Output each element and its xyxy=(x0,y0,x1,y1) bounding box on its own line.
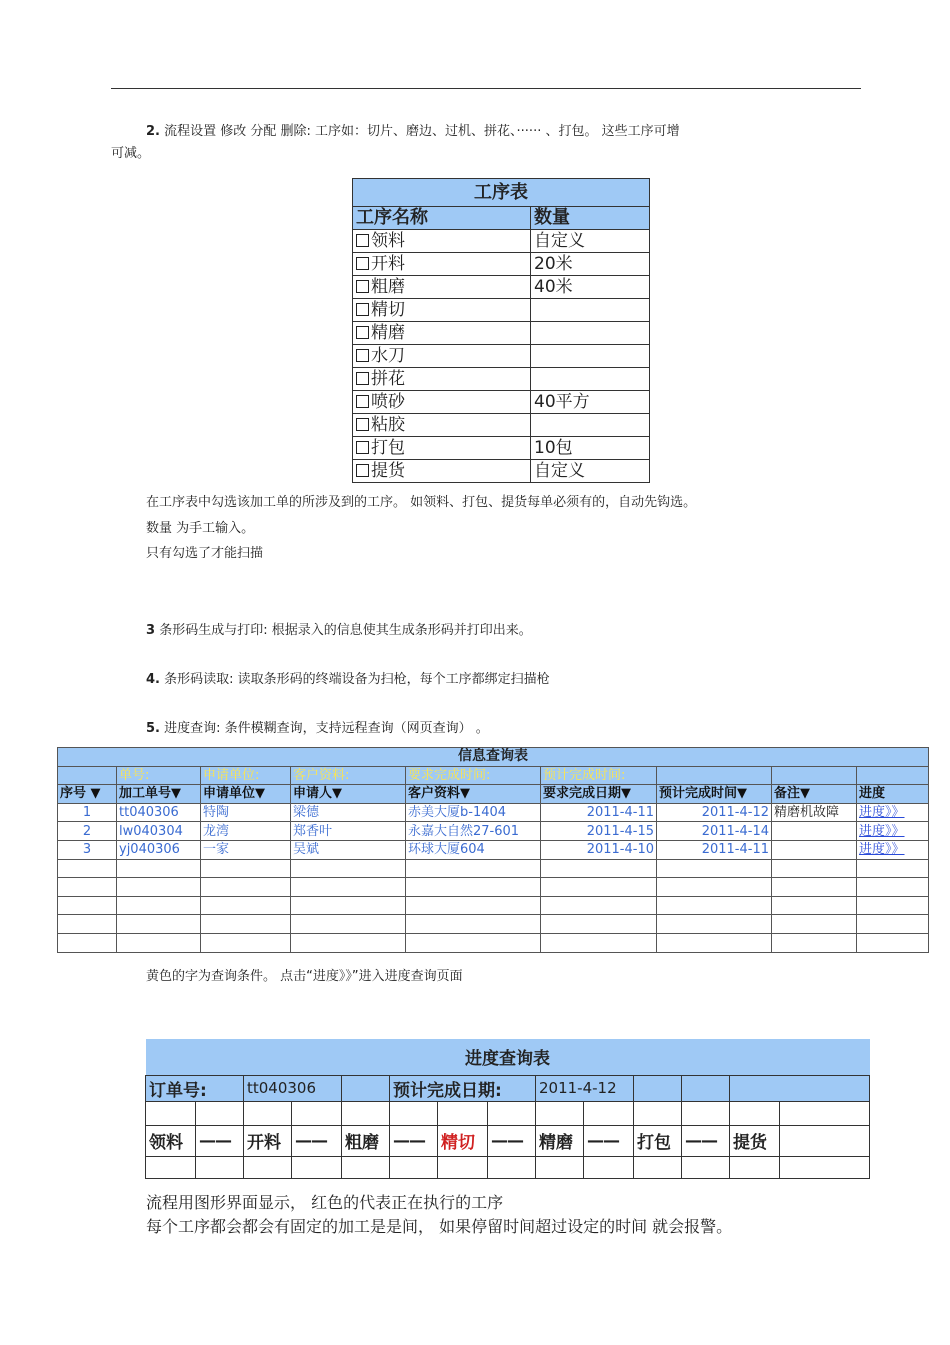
note-yellow-conditions: 黄色的字为查询条件。 点击“进度》》”进入进度查询页面 xyxy=(146,969,463,984)
table-row xyxy=(58,915,929,934)
process-checkbox[interactable] xyxy=(356,280,369,293)
step-connector: —— xyxy=(488,1125,536,1156)
cell-order-no: tt040306 xyxy=(117,803,201,822)
progress-query-table xyxy=(145,1039,870,1179)
cell-row-index: 2 xyxy=(58,822,117,841)
cell-progress-link[interactable]: 进度》》 xyxy=(857,840,929,859)
section4-text: 4. 条形码读取: 读取条形码的终端设备为扫枪，每个工序都绑定扫描枪 xyxy=(146,672,550,687)
col-header-estimated-time[interactable]: 预计完成时间▼ xyxy=(657,785,772,804)
cell-client: 环球大厦604 xyxy=(406,840,541,859)
process-row xyxy=(353,345,650,368)
process-table xyxy=(352,178,650,483)
cell-row-index: 3 xyxy=(58,840,117,859)
process-row xyxy=(353,391,650,414)
process-checkbox[interactable] xyxy=(356,395,369,408)
cell-progress-link[interactable]: 进度》》 xyxy=(857,803,929,822)
col-header-unit[interactable]: 申请单位▼ xyxy=(201,785,291,804)
note-scan-only-checked: 只有勾选了才能扫描 xyxy=(146,546,264,561)
order-no-label: 订单号: xyxy=(146,1075,244,1101)
step-2: 开料 xyxy=(244,1125,292,1156)
step-6: 打包 xyxy=(634,1125,682,1156)
process-quantity[interactable]: 20米 xyxy=(531,253,650,276)
cell-note xyxy=(772,822,857,841)
process-name: 开料 xyxy=(371,254,405,274)
process-quantity[interactable] xyxy=(531,299,650,322)
note-alarm: 每个工序都会都会有固定的加工是是间， 如果停留时间超过设定的时间 就会报警。 xyxy=(146,1217,733,1236)
cell-applicant: 郑香叶 xyxy=(291,822,406,841)
col-header-note[interactable]: 备注▼ xyxy=(772,785,857,804)
process-name: 喷砂 xyxy=(371,392,405,412)
condition-unit[interactable]: 申请单位: xyxy=(201,766,291,785)
col-header-client[interactable]: 客户资料▼ xyxy=(406,785,541,804)
table-row xyxy=(58,803,929,822)
col-header-applicant[interactable]: 申请人▼ xyxy=(291,785,406,804)
step-connector: —— xyxy=(584,1125,634,1156)
step-7: 提货 xyxy=(730,1125,780,1156)
section2-line2: 可减。 xyxy=(111,146,151,161)
cell-applicant: 梁德 xyxy=(291,803,406,822)
note-quantity-manual: 数量 为手工输入。 xyxy=(146,521,255,536)
condition-required-time[interactable]: 要求完成时间: xyxy=(406,766,541,785)
process-checkbox[interactable] xyxy=(356,464,369,477)
info-query-table xyxy=(57,747,929,953)
process-row xyxy=(353,253,650,276)
col-header-quantity: 数量 xyxy=(531,207,650,230)
progress-table-title: 进度查询表 xyxy=(146,1039,870,1075)
section3-text: 3 条形码生成与打印: 根据录入的信息使其生成条形码并打印出来。 xyxy=(146,623,532,638)
cell-estimated-time: 2011-4-11 xyxy=(657,840,772,859)
process-checkbox[interactable] xyxy=(356,326,369,339)
order-no-value: tt040306 xyxy=(244,1075,342,1101)
process-quantity[interactable]: 40米 xyxy=(531,276,650,299)
process-row xyxy=(353,230,650,253)
col-header-index[interactable]: 序号 ▼ xyxy=(58,785,117,804)
cell-order-no: yj040306 xyxy=(117,840,201,859)
process-name: 精切 xyxy=(371,300,405,320)
step-4: 精切 xyxy=(438,1125,488,1156)
condition-estimated-time[interactable]: 预计完成时间: xyxy=(541,766,657,785)
process-quantity[interactable]: 40平方 xyxy=(531,391,650,414)
condition-order-no[interactable]: 单号: xyxy=(117,766,201,785)
process-row xyxy=(353,437,650,460)
top-rule xyxy=(111,88,861,89)
col-header-progress: 进度 xyxy=(857,785,929,804)
process-checkbox[interactable] xyxy=(356,349,369,362)
est-date-value: 2011-4-12 xyxy=(536,1075,634,1101)
table-row xyxy=(58,896,929,915)
info-table-title: 信息查询表 xyxy=(58,748,929,767)
cell-client: 永嘉大自然27-601 xyxy=(406,822,541,841)
cell-unit: 龙湾 xyxy=(201,822,291,841)
process-quantity[interactable] xyxy=(531,345,650,368)
cell-row-index: 1 xyxy=(58,803,117,822)
process-row xyxy=(353,368,650,391)
table-row xyxy=(58,822,929,841)
step-connector: —— xyxy=(196,1125,244,1156)
note-graphical-flow: 流程用图形界面显示， 红色的代表正在执行的工序 xyxy=(146,1193,504,1212)
process-name: 领料 xyxy=(371,231,405,251)
process-quantity[interactable] xyxy=(531,322,650,345)
cell-unit: 一家 xyxy=(201,840,291,859)
process-checkbox[interactable] xyxy=(356,234,369,247)
process-row xyxy=(353,276,650,299)
cell-estimated-time: 2011-4-12 xyxy=(657,803,772,822)
step-connector: —— xyxy=(682,1125,730,1156)
process-quantity[interactable]: 自定义 xyxy=(531,230,650,253)
section2-line1: 2. 流程设置 修改 分配 删除: 工序如：切片、磨边、过机、拼花、······ 、打包。 这些工序可增 xyxy=(146,124,680,139)
note-check-processes: 在工序表中勾选该加工单的所涉及到的工序。 如领料、打包、提货每单必须有的，自动先钩选。 xyxy=(146,495,697,510)
cell-order-no: lw040304 xyxy=(117,822,201,841)
process-checkbox[interactable] xyxy=(356,441,369,454)
condition-client[interactable]: 客户资料: xyxy=(291,766,406,785)
process-name: 水刀 xyxy=(371,346,405,366)
process-name: 粗磨 xyxy=(371,277,405,297)
table-row xyxy=(58,933,929,952)
process-quantity[interactable] xyxy=(531,414,650,437)
process-table-title: 工序表 xyxy=(353,179,650,207)
cell-required-date: 2011-4-10 xyxy=(541,840,657,859)
step-connector: —— xyxy=(292,1125,342,1156)
table-row xyxy=(58,859,929,878)
cell-client: 赤美大厦b-1404 xyxy=(406,803,541,822)
process-name: 拼花 xyxy=(371,369,405,389)
process-name: 精磨 xyxy=(371,323,405,343)
table-row xyxy=(58,878,929,897)
cell-required-date: 2011-4-15 xyxy=(541,822,657,841)
process-checkbox[interactable] xyxy=(356,372,369,385)
process-quantity[interactable]: 自定义 xyxy=(531,460,650,483)
cell-applicant: 吴斌 xyxy=(291,840,406,859)
est-date-label: 预计完成日期: xyxy=(390,1075,536,1101)
process-checkbox[interactable] xyxy=(356,303,369,316)
step-5: 精磨 xyxy=(536,1125,584,1156)
process-row xyxy=(353,460,650,483)
process-quantity[interactable]: 10包 xyxy=(531,437,650,460)
process-quantity[interactable] xyxy=(531,368,650,391)
process-name: 打包 xyxy=(371,438,405,458)
process-row xyxy=(353,322,650,345)
process-name: 粘胶 xyxy=(371,415,405,435)
col-header-order-no[interactable]: 加工单号▼ xyxy=(117,785,201,804)
col-header-required-date[interactable]: 要求完成日期▼ xyxy=(541,785,657,804)
process-row xyxy=(353,414,650,437)
step-1: 领料 xyxy=(146,1125,196,1156)
section5-text: 5. 进度查询: 条件模糊查询，支持远程查询（网页查询） 。 xyxy=(146,721,489,736)
table-row xyxy=(58,840,929,859)
cell-required-date: 2011-4-11 xyxy=(541,803,657,822)
cell-note xyxy=(772,840,857,859)
step-3: 粗磨 xyxy=(342,1125,390,1156)
step-connector: —— xyxy=(390,1125,438,1156)
cell-progress-link[interactable]: 进度》》 xyxy=(857,822,929,841)
process-checkbox[interactable] xyxy=(356,257,369,270)
cell-unit: 特陶 xyxy=(201,803,291,822)
cell-estimated-time: 2011-4-14 xyxy=(657,822,772,841)
cell-note: 精磨机故障 xyxy=(772,803,857,822)
process-checkbox[interactable] xyxy=(356,418,369,431)
col-header-process-name: 工序名称 xyxy=(353,207,531,230)
process-row xyxy=(353,299,650,322)
process-name: 提货 xyxy=(371,461,405,481)
